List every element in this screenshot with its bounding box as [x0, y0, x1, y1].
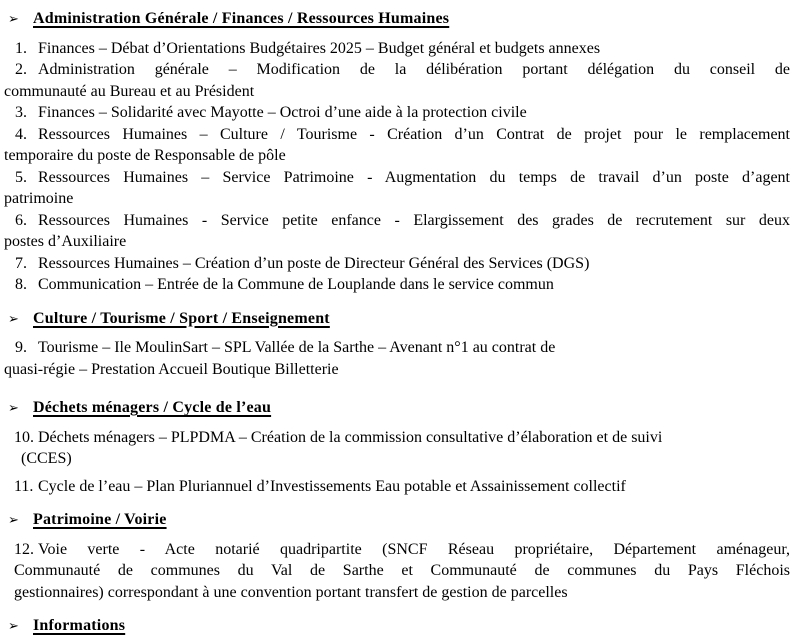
section-dechets-cycle-eau — [4, 397, 790, 497]
section-admin-finances-rh — [4, 8, 790, 296]
item-number: 11. — [14, 477, 34, 495]
agenda-item-2 — [4, 59, 790, 102]
item-text-line: Finances – Solidarité avec Mayotte – Octroi d’une aide à la protection civile — [38, 104, 527, 121]
item-line — [4, 337, 790, 359]
section-heading — [4, 8, 790, 31]
item-text-line: Communication – Entrée de la Commune de Louplande dans le service commun — [38, 276, 554, 293]
item-text-line: Ressources Humaines – Culture / Tourisme - Création d’un Contrat de projet pour le remplacement — [38, 125, 790, 143]
item-number: 10. — [14, 428, 34, 446]
item-number: 8. — [15, 276, 27, 293]
section-culture-tourisme-sport-enseignement — [4, 308, 790, 386]
section-informations — [4, 615, 790, 638]
section-heading — [4, 308, 790, 331]
agenda-item-5 — [4, 167, 790, 210]
arrow-bullet-icon: ➢ — [8, 513, 20, 528]
item-line — [4, 102, 790, 124]
item-line: temporaire du poste de Responsable de pôle — [4, 147, 286, 164]
item-text-line: Administration générale – Modification de la délibération portant délégation du conseil de — [38, 61, 790, 78]
section-heading-text: Culture / Tourisme / Sport / Enseignement — [33, 309, 330, 327]
agenda-item-8 — [4, 274, 790, 296]
section-heading — [4, 397, 790, 420]
section-patrimoine-voirie — [4, 509, 790, 603]
section-heading-text: Déchets ménagers / Cycle de l’eau — [33, 399, 272, 416]
section-heading-text: Patrimoine / Voirie — [33, 511, 167, 528]
item-line — [14, 427, 790, 449]
agenda-item-3 — [4, 102, 790, 124]
item-line — [14, 539, 790, 561]
item-number: 5. — [15, 168, 27, 186]
item-text-line: Déchets ménagers – PLPDMA – Création de la commission consultative d’élaboration et de suivi — [38, 428, 663, 446]
agenda-item-12 — [4, 539, 790, 604]
item-line: gestionnaires) correspondant à une convention portant transfert de gestion de parcelles — [14, 583, 568, 601]
agenda-item-1 — [4, 38, 790, 60]
item-number: 9. — [15, 339, 27, 356]
arrow-bullet-icon: ➢ — [8, 401, 20, 416]
item-number: 6. — [15, 211, 27, 229]
item-line — [4, 274, 790, 296]
section-heading-text: Administration Générale / Finances / Ressources Humaines — [33, 10, 450, 27]
item-number: 2. — [15, 61, 27, 78]
item-text-line: Ressources Humaines – Création d’un poste de Directeur Général des Services (DGS) — [38, 254, 590, 272]
section-heading — [4, 615, 790, 638]
item-text-line: Ressources Humaines - Service petite enfance - Elargissement des grades de recrutement sur deux — [38, 211, 790, 229]
item-line — [4, 38, 790, 60]
agenda-item-6 — [4, 210, 790, 253]
agenda-item-11 — [4, 476, 790, 498]
item-number: 12. — [14, 540, 34, 558]
item-number: 7. — [15, 254, 27, 272]
item-line: patrimoine — [4, 190, 74, 207]
agenda-item-7 — [4, 253, 790, 275]
item-number: 1. — [15, 39, 27, 57]
item-line — [4, 210, 790, 232]
item-line: (CCES) — [21, 450, 72, 467]
arrow-bullet-icon: ➢ — [8, 619, 20, 634]
agenda-item-10 — [4, 427, 790, 476]
item-text-line: Voie verte - Acte notarié quadripartite (SNCF Réseau propriétaire, Département aménageur, — [38, 540, 790, 558]
agenda-item-9 — [4, 337, 790, 385]
item-line — [4, 124, 790, 146]
item-text-line: Ressources Humaines – Service Patrimoine - Augmentation du temps de travail d’un poste d’agent — [38, 168, 790, 186]
item-number: 4. — [15, 125, 27, 143]
item-line: quasi-régie – Prestation Accueil Boutique Billetterie — [4, 360, 339, 378]
arrow-bullet-icon: ➢ — [8, 12, 20, 27]
item-text-line: Finances – Débat d’Orientations Budgétaires 2025 – Budget général et budgets annexes — [38, 39, 601, 57]
section-heading-text: Informations — [33, 617, 126, 634]
item-text-line: Tourisme – Ile MoulinSart – SPL Vallée de la Sarthe – Avenant n°1 au contrat de — [38, 339, 556, 356]
item-number: 3. — [15, 104, 27, 121]
arrow-bullet-icon: ➢ — [8, 311, 20, 327]
item-line: postes d’Auxiliaire — [4, 233, 127, 250]
item-line — [4, 167, 790, 189]
item-line — [4, 253, 790, 275]
section-heading — [4, 509, 790, 532]
item-line: Communauté de communes du Val de Sarthe et Communauté de communes du Pays Fléchois — [14, 562, 790, 579]
item-line: communauté au Bureau et au Président — [4, 82, 255, 100]
item-text-line: Cycle de l’eau – Plan Pluriannuel d’Investissements Eau potable et Assainissement collectif — [38, 477, 626, 495]
agenda-item-4 — [4, 124, 790, 167]
item-line — [14, 476, 790, 498]
item-line — [4, 59, 790, 81]
